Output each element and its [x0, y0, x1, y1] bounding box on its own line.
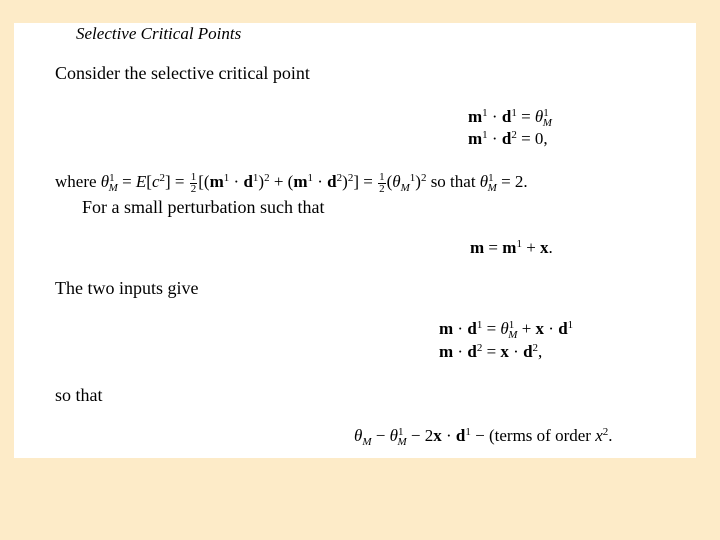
slide — [14, 23, 696, 458]
equation-1a: $m^1 \cdot d^1 = \theta^1_M$ — [468, 106, 552, 129]
where-line: where $\theta^1_M = E[c^2]$ = $\frac{1}{2}$ $[(m^1 \cdot d^1)^2 + (m^1 \cdot d^2)^2]$ = $\frac{1}{2}$ $(\theta_M^1)^2$ so that $\theta^1_M = 2$. — [55, 171, 528, 195]
fraction-half: $\frac{1}{2}$ — [190, 171, 197, 195]
equation-1b: $m^1 \cdot d^2 = 0$, — [468, 128, 548, 148]
equation-3a: $m \cdot d^1 = \theta^1_M + x \cdot d^1$ — [439, 318, 574, 341]
intro-text: Consider the selective critical point — [55, 63, 310, 83]
equation-4: $\theta_M - \theta^1_M - 2x \cdot d^1$ − (terms of order $x^2$. — [354, 425, 613, 448]
inputs-text: The two inputs give — [55, 278, 199, 298]
fraction-half-2: $\frac{1}{2}$ — [379, 171, 385, 195]
slide-title: Selective Critical Points — [76, 24, 242, 43]
equation-3b: $m \cdot d^2 = x \cdot d^2$, — [439, 341, 543, 361]
perturbation-text: For a small perturbation such that — [82, 197, 325, 217]
so-that-text: so that — [55, 385, 103, 405]
equation-2: $m = m^1 + x$. — [470, 237, 553, 257]
